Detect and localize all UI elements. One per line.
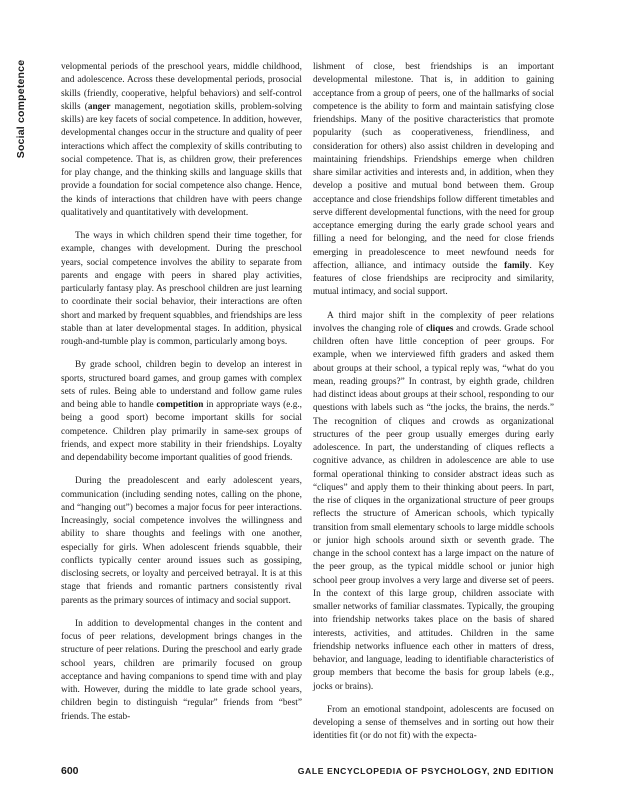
page-number: 600 (61, 765, 79, 777)
paragraph (61, 475, 302, 608)
paragraph (313, 310, 554, 694)
bold-term: competition (156, 400, 204, 410)
paragraph (61, 61, 302, 220)
paragraph (61, 618, 302, 724)
paragraph (313, 61, 554, 300)
text-run: velopmental periods of the preschool years, middle childhood, and adolescence. Across these developmental periods, prosocial skills (friendly, cooperative, helpful behaviors) and self-control skills ( (61, 62, 302, 112)
text-run: management, negotiation skills, problem-solving skills) are key facets of social competence. In addition, however, developmental changes occur in the structure and quality of peer interactions which affect the complexity of skills contributing to social competence. That is, as children grow, their preferences for play change, and the thinking skills and language skills that provide a foundation for social competence also change. Hence, the kinds of interactions that children have with peers change qualitatively and quantitatively with development. (61, 101, 302, 218)
paragraph (313, 704, 554, 744)
running-head-text: Social competence (15, 59, 27, 159)
text-run: The ways in which children spend their time together, for example, changes with development. During the preschool years, social competence involves the ability to separate from parents and engage with peers in shared play activities, particularly fantasy play. As preschool children are just learning to coordinate their social behavior, their interactions are often short and marked by frequent squabbles, and friendships are less stable than at later developmental stages. In addition, physical rough-and-tumble play is common, particularly among boys. (61, 231, 302, 347)
publication-title: GALE ENCYCLOPEDIA OF PSYCHOLOGY, 2ND EDITION (297, 766, 554, 776)
left-text-column (61, 61, 302, 734)
bold-term: cliques (425, 323, 454, 334)
text-run: By grade school, children begin to develop an interest in sports, structured board games, and group games with complex sets of rules. Being able to understand and follow game rules and being able to handle (61, 360, 302, 410)
text-run: From an emotional standpoint, adolescents are focused on developing a sense of themselves and in sorting out how their identities fit (or do not fit) with the expecta- (313, 704, 554, 742)
right-text-column (313, 61, 554, 754)
text-run: In addition to developmental changes in the content and focus of peer relations, development brings changes in the structure of peer relations. During the preschool and early grade school years, children are primarily focused on group acceptance and having companions to spend time with and play with. However, during the middle to late grade school years, children begin to distinguish “regular” friends from “best” friends. The estab- (61, 618, 302, 722)
bold-term: anger (87, 101, 111, 112)
text-run: lishment of close, best friendships is an important developmental milestone. That is, in addition to gaining acceptance from a group of peers, one of the hallmarks of social competence is the ability to form and maintain satisfying close friendships. Many of the positive characteristics that promote popularity (such as cooperativeness, friendliness, and consideration for others) also assist children in developing and maintaining friendships. Friendships emerge when children share similar activities and interests and, in addition, when they develop a positive and mutual bond between them. Group acceptance and close friendships follow different timetables and serve different developmental functions, with the need for group acceptance emerging during the early grade school years and filling a need for belonging, and the need for close friends emerging in preadolescence to meet newfound needs for affection, alliance, and intimacy outside the (313, 62, 554, 271)
text-run: in appropriate ways (e.g., being a good sport) become important skills for social competence. Children play primarily in same-sex groups of friends, and expect more stability in their friendships. Loyalty and dependability become important qualities of good friends. (61, 400, 303, 463)
bold-term: family (504, 260, 530, 271)
text-run: and crowds. Grade school children often have little conception of peer groups. For example, when we interviewed fifth graders and asked them about groups at their school, a typical reply was, “what do you mean, reading groups?” In contrast, by eighth grade, children had distinct ideas about groups at their school, responding to our questions with labels such as “the jocks, the brains, the nerds.” The recognition of cliques and crowds as organizational structures of the peer group usually emerges during early adolescence. In part, the understanding of cliques reflects a cognitive advance, as children in adolescence are able to use formal operational thinking to consider abstract ideas such as “cliques” and apply them to their thinking about peers. In part, the rise of cliques in the organizational structure of peer groups reflects the structure of American schools, which typically transition from small elementary schools to large middle schools or junior high schools around sixth or seventh grade. The change in the school context has a large impact on the nature of the peer group, as the typical middle school or junior high school peer group involves a very large and diverse set of peers. In the context of this large group, children associate with smaller networks of familiar classmates. Typically, the grouping into friendship networks takes place on the basis of shared interests, activities, and attitudes. Children in the same friendship networks influence each other in matters of dress, behavior, and language, leading to identifiable characteristics of group members that become the basis for group labels (e.g., jocks or brains). (313, 323, 554, 692)
text-run: . Key features of close friendships are reciprocity and similarity, mutual intimacy, and social support. (313, 260, 555, 298)
paragraph (61, 359, 302, 465)
paragraph (61, 230, 302, 349)
text-run: During the preadolescent and early adolescent years, communication (including sending notes, calling on the phone, and “hanging out”) becomes a major focus for peer interactions. Increasingly, social competence involves the willingness and ability to share thoughts and feelings with one another, especially for girls. When adolescent friends squabble, their conflicts typically center around issues such as gossiping, disclosing secrets, or loyalty and perceived betrayal. It is at this stage that friends and romantic partners consistently rival parents as the primary sources of intimacy and social support. (61, 476, 302, 606)
running-head (14, 59, 28, 159)
text-run: A third major shift in the complexity of peer relations involves the changing role of (313, 310, 554, 334)
page-footer (61, 765, 554, 779)
